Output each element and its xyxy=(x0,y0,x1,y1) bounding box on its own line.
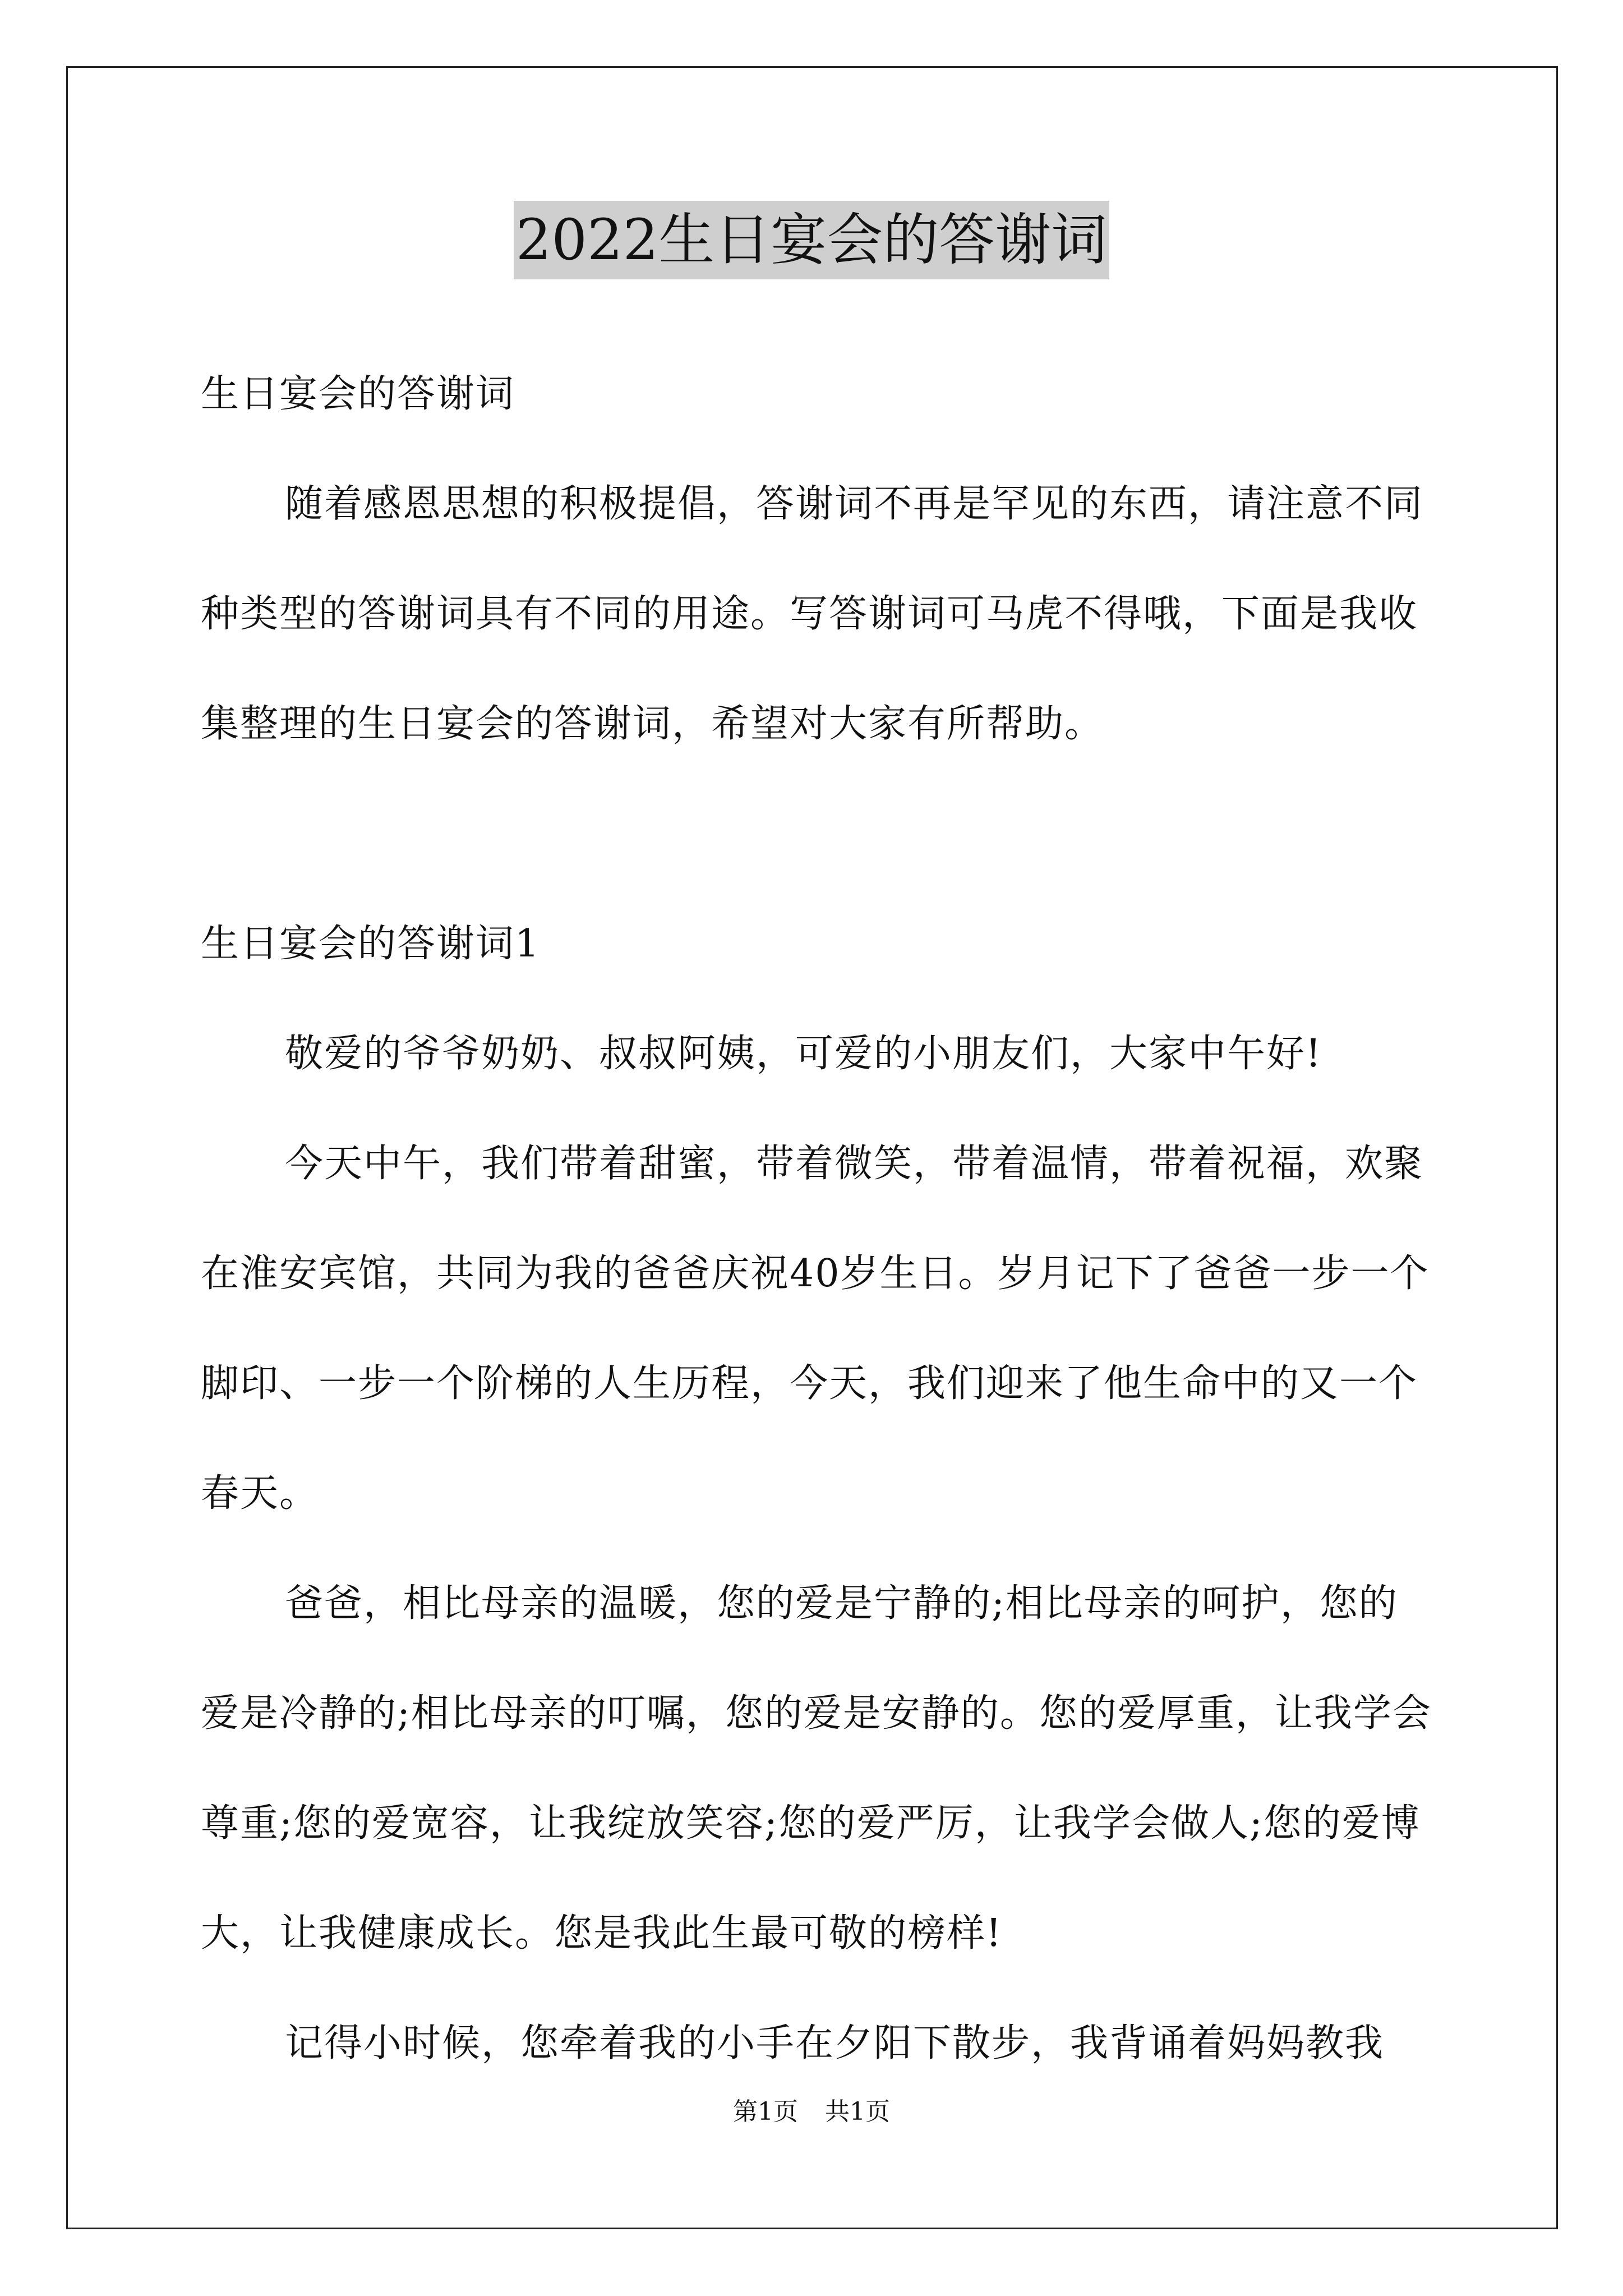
paragraph-celebration: 今天中午，我们带着甜蜜，带着微笑，带着温情，带着祝福，欢聚在淮安宾馆，共同为我的爸爸庆祝40岁生日。岁月记下了爸爸一步一个脚印、一步一个阶梯的人生历程，今天，我们迎来了他生命中的又一个春天。 xyxy=(201,1142,1430,1516)
document-subtitle: 生日宴会的答谢词 xyxy=(201,372,515,416)
section-heading: 生日宴会的答谢词1 xyxy=(201,922,541,966)
paragraph-father-love: 爸爸，相比母亲的温暖，您的爱是宁静的;相比母亲的呵护，您的爱是冷静的;相比母亲的叮嘱，您的爱是安静的。您的爱厚重，让我学会尊重;您的爱宽容，让我绽放笑容;您的爱严厉，让我学会做人;您的爱博大，让我健康成长。您是我此生最可敬的榜样! xyxy=(201,1581,1432,1955)
intro-paragraph: 随着感恩思想的积极提倡，答谢词不再是罕见的东西，请注意不同种类型的答谢词具有不同的用途。写答谢词可马虎不得哦，下面是我收集整理的生日宴会的答谢词，希望对大家有所帮助。 xyxy=(201,482,1424,746)
page-footer xyxy=(0,2095,1623,2129)
page-number-total: 共1页 xyxy=(825,2097,890,2126)
paragraph-childhood-memory: 记得小时候，您牵着我的小手在夕阳下散步，我背诵着妈妈教我 xyxy=(285,2021,1385,2065)
paragraph-greeting: 敬爱的爷爷奶奶、叔叔阿姨，可爱的小朋友们，大家中午好! xyxy=(285,1032,1322,1076)
page-number-current: 第1页 xyxy=(733,2097,798,2126)
document-title xyxy=(0,201,1623,279)
document-title-text: 2022生日宴会的答谢词 xyxy=(514,201,1110,279)
